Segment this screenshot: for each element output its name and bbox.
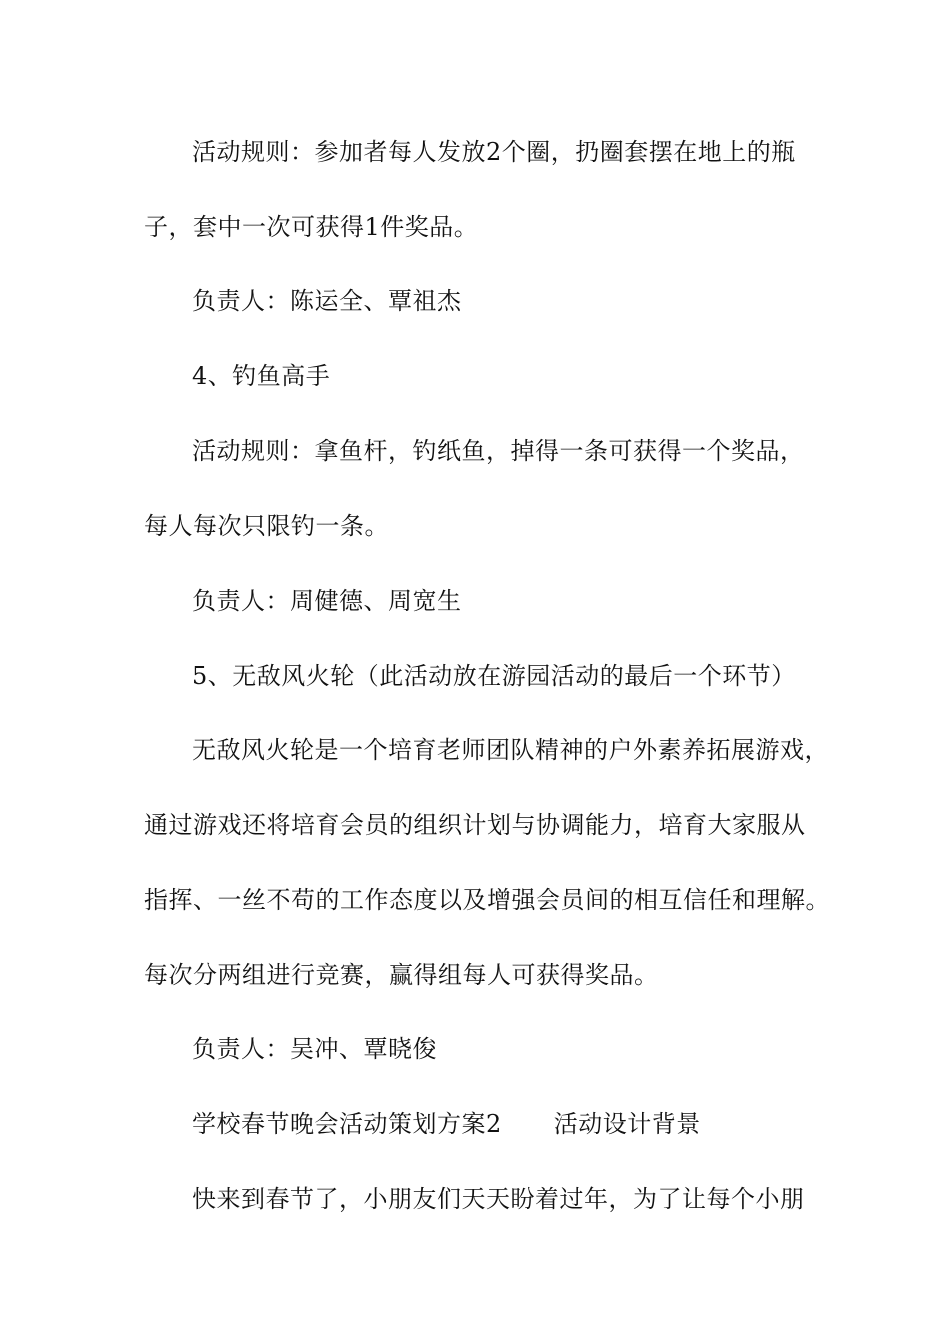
plan-heading <box>192 1108 834 1140</box>
rule-paragraph-line-1: 活动规则：拿鱼杆，钓纸鱼，掉得一条可获得一个奖品， <box>192 437 805 465</box>
plan-subtitle: 活动设计背景 <box>553 1110 701 1138</box>
owner-line: 负责人：周健德、周宽生 <box>192 587 462 615</box>
owner-line: 负责人：陈运全、覃祖杰 <box>192 287 462 315</box>
plan-title: 学校春节晚会活动策划方案2 <box>192 1110 502 1138</box>
description-line-2: 通过游戏还将培育会员的组织计划与协调能力，培育大家服从 <box>144 811 806 839</box>
owner-line: 负责人：吴冲、覃晓俊 <box>192 1035 437 1063</box>
background-paragraph-line-1: 快来到春节了，小朋友们天天盼着过年，为了让每个小朋 <box>192 1185 805 1213</box>
section-heading: 4、钓鱼高手 <box>192 362 331 390</box>
description-line-3: 指挥、一丝不苟的工作态度以及增强会员间的相互信任和理解。 <box>144 886 830 914</box>
rule-paragraph-line-2: 子，套中一次可获得1件奖品。 <box>144 213 479 241</box>
section-heading: 5、无敌风火轮（此活动放在游园活动的最后一个环节） <box>192 662 796 690</box>
description-line-1: 无敌风火轮是一个培育老师团队精神的户外素养拓展游戏， <box>192 736 829 764</box>
rule-paragraph-line-1: 活动规则：参加者每人发放2个圈，扔圈套摆在地上的瓶 <box>192 138 796 166</box>
rule-paragraph-line-2: 每人每次只限钓一条。 <box>144 512 389 540</box>
description-line-4: 每次分两组进行竞赛，赢得组每人可获得奖品。 <box>144 961 659 989</box>
